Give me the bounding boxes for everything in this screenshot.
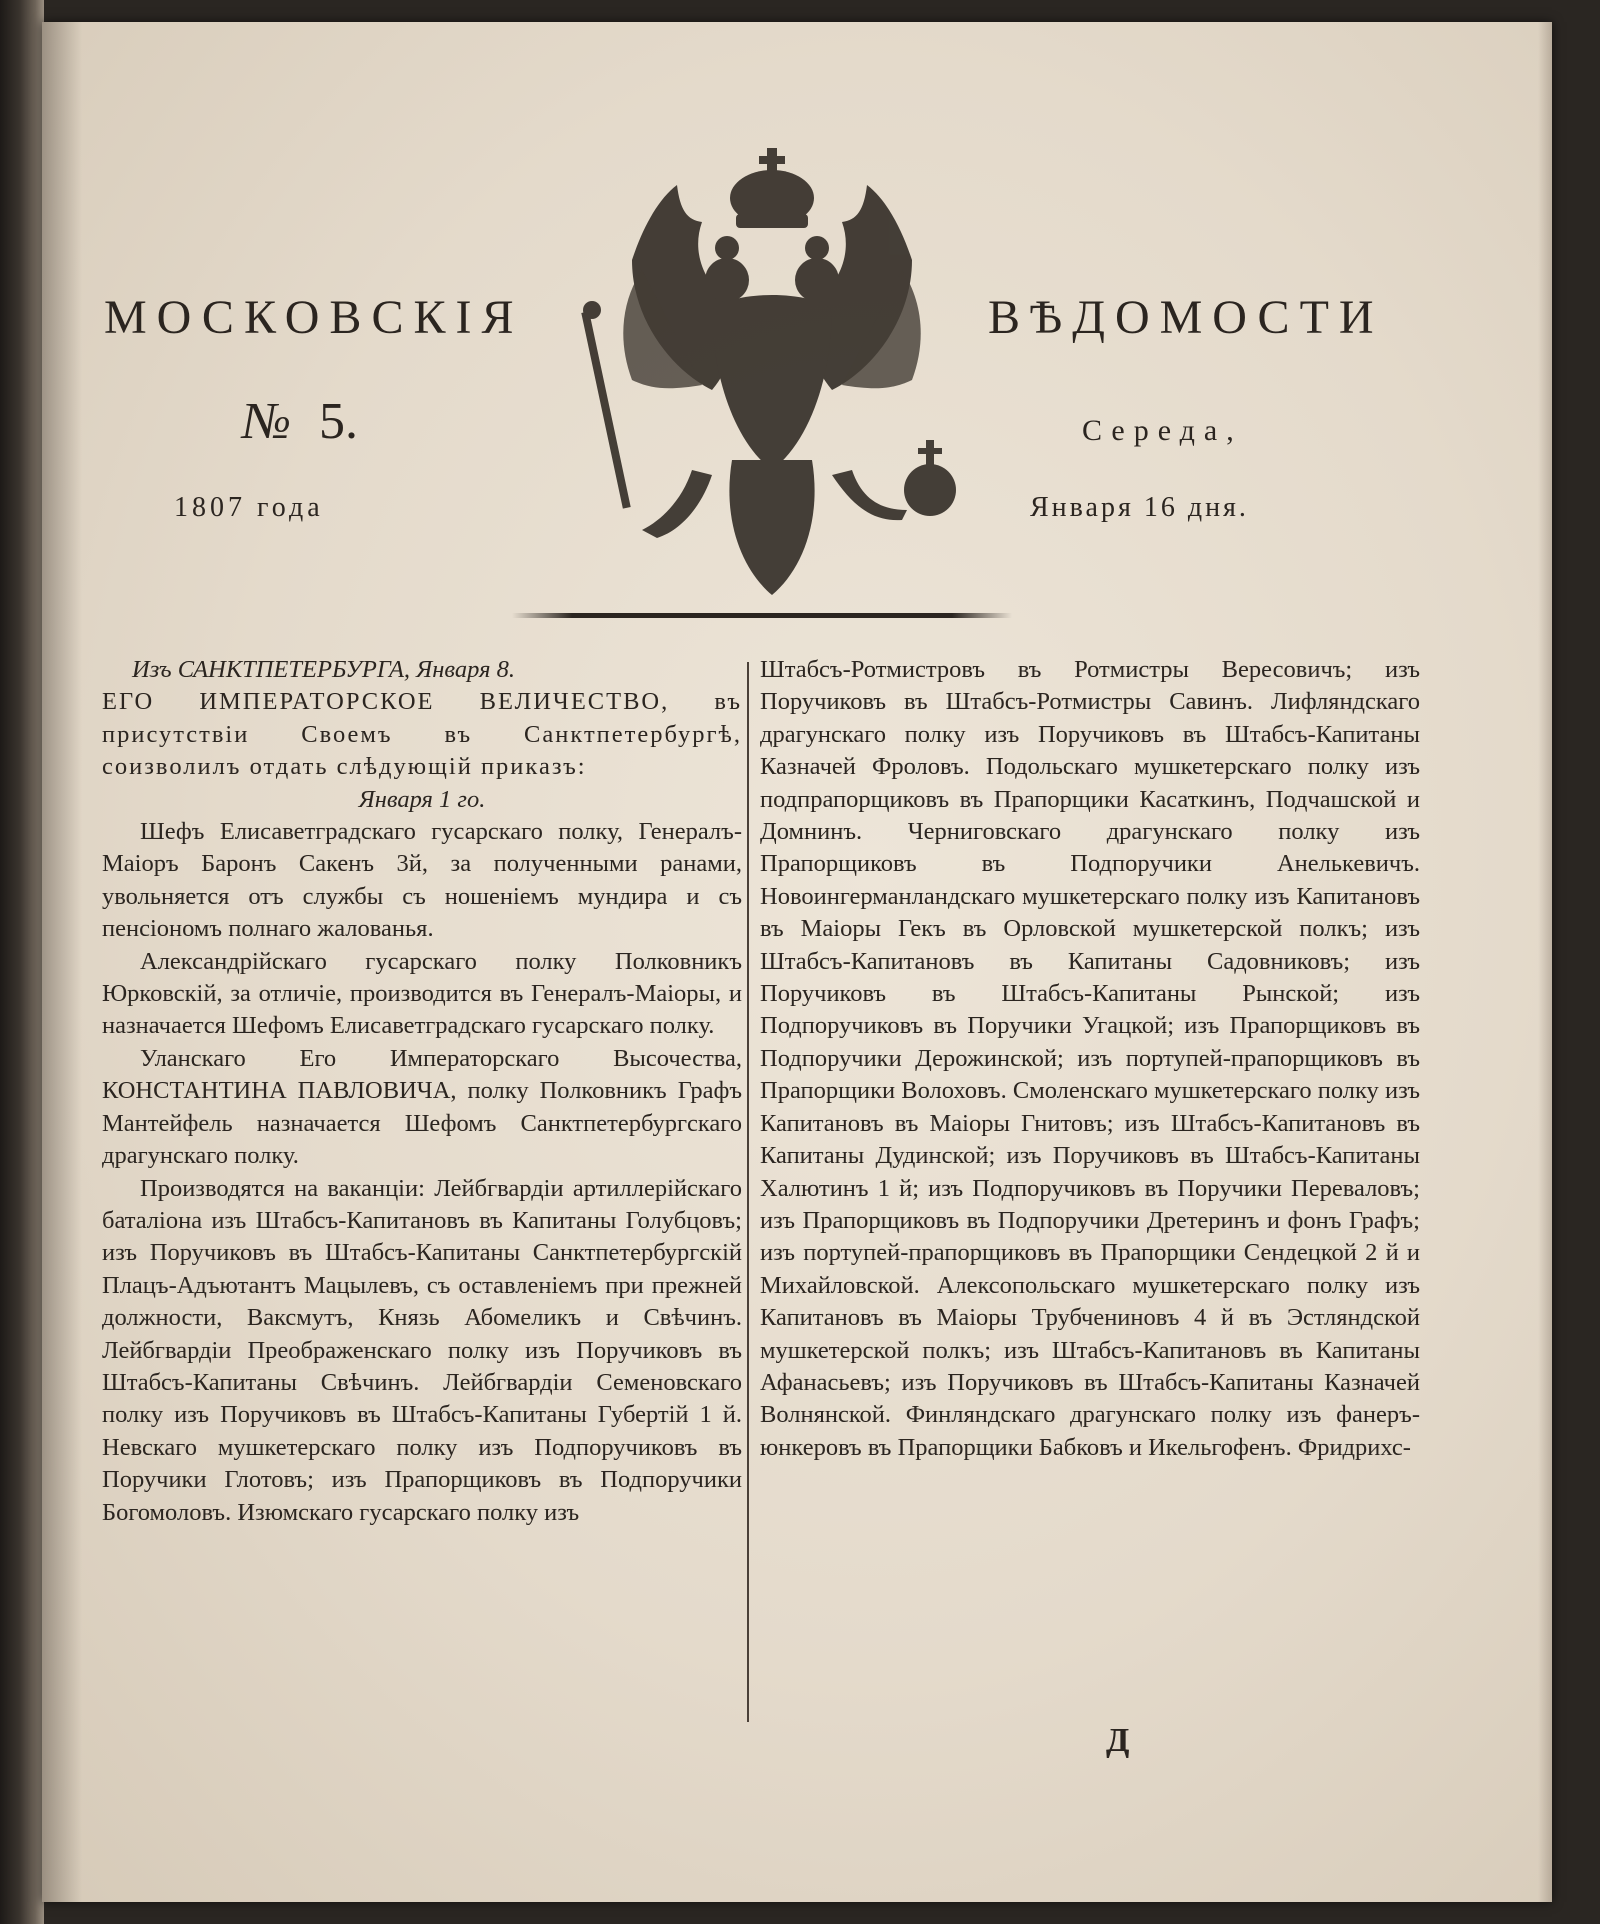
double-headed-eagle-emblem [562, 140, 982, 600]
masthead-title-right: ВѢДОМОСТИ [988, 291, 1384, 344]
signature-mark: Д [1106, 1722, 1130, 1759]
decree-date: Января 1 го. [358, 785, 486, 813]
paragraph: Штабсъ-Ротмистровъ въ Ротмистры Вересовичъ; изъ Поручиковъ въ Штабсъ-Ротмистры Савинъ. Лифляндскаго драгунскаго полку изъ Поручиковъ въ Штабсъ-Капитаны Казначей Фроловъ. Подольскаго мушкетерскаго полку изъ подпрапорщиковъ въ Прапорщики Касаткинъ, Подчашской и Домнинъ. Черниговскаго драгунскаго полку изъ Прапорщиковъ въ Подпоручики Анелькевичъ. Новоингерманландскаго мушкетерскаго полку изъ Капитановъ въ Маіоры Гекъ въ Орловской мушкетерской полкъ; изъ Штабсъ-Капитановъ въ Капитаны Садовниковъ; изъ Поручиковъ въ Штабсъ-Капитаны Рынской; изъ Подпоручиковъ въ Поручики Угацкой; изъ Прапорщиковъ въ Подпоручики Дерожинской; изъ портупей-прапорщиковъ въ Прапорщики Волоховъ. Смоленскаго мушкетерскаго полку изъ Капитановъ въ Маіоры Гнитовъ; изъ Штабсъ-Капитановъ въ Капитаны Дудинской; изъ Поручиковъ въ Штабсъ-Капитаны Халютинъ 1 й; изъ Подпоручиковъ въ Поручики Переваловъ; изъ Прапорщиковъ въ Подпоручики Дретеринъ и фонъ Графъ; изъ портупей-прапорщиковъ въ Прапорщики Сендецкой 2 й и Михайловской. Алексопольскаго мушкетерскаго полку изъ Капитановъ въ Маіоры Трубчениновъ 4 й въ Эстляндской мушкетерской полкъ; изъ Штабсъ-Капитановъ въ Капитаны Афанасьевъ; изъ Поручиковъ въ Штабсъ-Капитаны Казначей Волнянской. Финляндскаго драгунскаго полку изъ фанеръ-юнкеровъ въ Прапорщики Бабковъ и Икельгофенъ. Фридрихс- [760, 656, 1420, 1461]
issue-number [242, 392, 358, 451]
book-spine [0, 0, 44, 1924]
publication-date: Января 16 дня. [1030, 492, 1249, 523]
dateline: Изъ САНКТПЕТЕРБУРГА, Января 8. [132, 656, 515, 683]
weekday: Середа, [1082, 414, 1243, 447]
right-column [760, 654, 1420, 1464]
paragraph: Шефъ Елисаветградскаго гусарскаго полку, Генералъ-Маіоръ Баронъ Сакенъ 3й, за полученными ранами, увольняется отъ службы съ ношеніемъ мундира и съ пенсіономъ полнаго жалованья. [102, 818, 742, 943]
left-column [102, 654, 742, 1529]
paragraph: Уланскаго Его Императорскаго Высочества, КОНСТАНТИНА ПАВЛОВИЧА, полку Полковникъ Графъ Мантейфель назначается Шефомъ Санктпетербургскаго драгунскаго полку. [102, 1044, 742, 1170]
masthead-title-left: МОСКОВСКІЯ [104, 291, 524, 344]
publication-year: 1807 года [174, 492, 324, 523]
issue-number-value: 5. [319, 393, 359, 450]
column-divider [747, 662, 749, 1722]
numero-sign: № [242, 393, 292, 450]
newspaper-page [42, 22, 1552, 1902]
masthead-rule [512, 613, 1012, 618]
paragraph: Александрійскаго гусарскаго полку Полковникъ Юрковскій, за отличіе, производится въ Генералъ-Маіоры, и назначается Шефомъ Елисаветградскаго гусарскаго полку. [102, 947, 742, 1040]
decree-intro: ЕГО ИМПЕРАТОРСКОЕ ВЕЛИЧЕСТВО, въ присутствіи Своемъ въ Санктпетербургѣ, соизволилъ отдать слѣдующій приказъ: [102, 688, 742, 781]
paragraph: Производятся на ваканціи: Лейбгвардіи артиллерійскаго баталіона изъ Штабсъ-Капитановъ въ Капитаны Голубцовъ; изъ Поручиковъ въ Штабсъ-Капитаны Санктпетербургскій Плацъ-Адъютантъ Мацылевъ, съ оставленіемъ при прежней должности, Ваксмутъ, Князь Абомеликъ и Свѣчинъ. Лейбгвардіи Преображенскаго полку изъ Поручиковъ въ Штабсъ-Капитаны Свѣчинъ. Лейбгвардіи Семеновскаго полку изъ Поручиковъ въ Штабсъ-Капитаны Губертій 1 й. Невскаго мушкетерскаго полку изъ Подпоручиковъ въ Поручики Глотовъ; изъ Прапорщиковъ въ Подпоручики Богомоловъ. Изюмскаго гусарскаго полку изъ [102, 1174, 742, 1526]
